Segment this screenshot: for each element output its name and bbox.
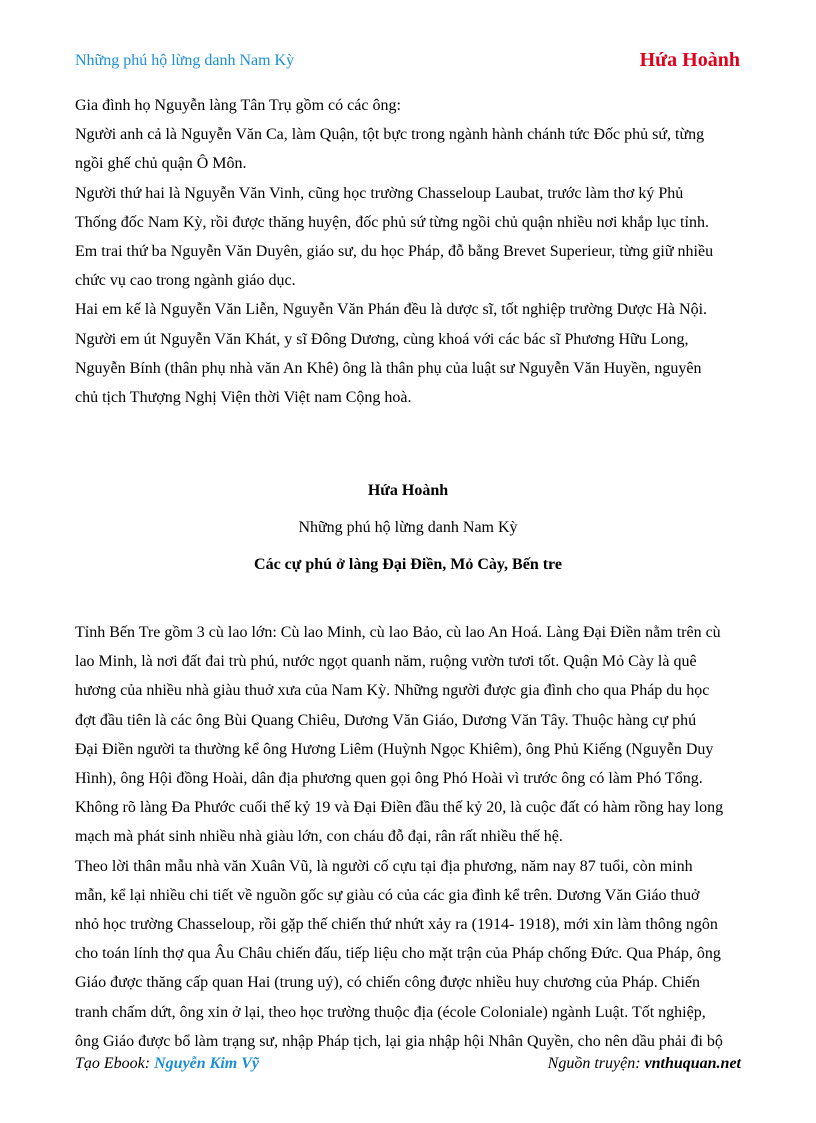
- footer-source-label: Nguồn truyện: [547, 1055, 636, 1072]
- footer-source-credit: [548, 1055, 741, 1073]
- text-line: Hình), ông Hội đồng Hoài, dân địa phương quen gọi ông Phó Hoài vì trước ông có làm Phó Tổng.: [75, 770, 703, 788]
- text-line: Hai em kế là Nguyễn Văn Liễn, Nguyễn Văn Phán đều là dược sĩ, tốt nghiệp trường Dược Hà Nội.: [75, 301, 708, 319]
- text-line: Người em út Nguyễn Văn Khát, y sĩ Đông Dương, cùng khoá với các bác sĩ Phương Hữu Long,: [75, 330, 689, 348]
- footer-source-site: vnthuquan.net: [644, 1055, 741, 1072]
- text-line: Nguyễn Bính (thân phụ nhà văn An Khê) ông là thân phụ của luật sư Nguyễn Văn Huyền, nguyên: [75, 359, 702, 377]
- top-text-block: [75, 91, 745, 412]
- text-line: Em trai thứ ba Nguyễn Văn Duyên, giáo sư, du học Pháp, đỗ bằng Brevet Superieur, từng giữ nhiều: [75, 243, 714, 261]
- text-line: chức vụ cao trong ngành giáo dục.: [75, 272, 296, 290]
- footer-ebook-name: Nguyễn Kim Vỹ: [154, 1055, 259, 1072]
- footer-source-sep: :: [635, 1055, 645, 1072]
- text-line: mẫn, kể lại nhiều chi tiết về nguồn gốc sự giàu có của các gia đình kể trên. Dương Văn Giáo thuở: [75, 886, 700, 904]
- text-line: Tỉnh Bến Tre gồm 3 cù lao lớn: Cù lao Minh, cù lao Bảo, cù lao An Hoá. Làng Đại Điền nằm trên cù: [75, 624, 721, 641]
- text-line: Giáo được thăng cấp quan Hai (trung uý), có chiến công được nhiều huy chương của Pháp. Chiến: [75, 974, 701, 992]
- text-line: Gia đình họ Nguyễn làng Tân Trụ gồm có các ông:: [75, 97, 401, 114]
- chapter-book-title: Những phú hộ lừng danh Nam Kỳ: [298, 519, 518, 536]
- text-line: ông Giáo được bổ làm trạng sư, nhập Pháp tịch, lại gia nhập hội Nhân Quyền, cho nên dầu phải đi bộ: [75, 1032, 723, 1050]
- text-line: Người anh cả là Nguyễn Văn Ca, làm Quận, tột bực trong ngành hành chánh tức Đốc phủ sứ, từng: [75, 126, 705, 144]
- chapter-author: Hứa Hoành: [367, 482, 449, 499]
- text-line: cho toán lính thợ qua Âu Châu chiến đấu, tiếp liệu cho mặt trận của Pháp chống Đức. Qua Pháp, ông: [75, 945, 721, 963]
- text-line: mạch mà phát sinh nhiều nhà giàu lớn, con cháu đỗ đại, rân rất nhiều thế hệ.: [75, 828, 563, 846]
- text-line: ngồi ghế chủ quận Ô Môn.: [75, 155, 247, 173]
- text-line: Thống đốc Nam Kỳ, rồi được thăng huyện, đốc phủ sứ từng ngồi chủ quận nhiều nơi khắp lục tỉnh.: [75, 213, 709, 231]
- header-author: Hứa Hoành: [639, 49, 740, 71]
- footer-ebook-sep: :: [144, 1055, 155, 1072]
- text-line: hương của nhiều nhà giàu thuở xưa của Nam Kỳ. Những người được gia đình cho qua Pháp du học: [75, 682, 710, 700]
- text-line: lao Minh, là nơi đất đai trù phú, nước ngọt quanh năm, ruộng vườn tươi tốt. Quận Mỏ Cày là quê: [75, 653, 697, 671]
- text-line: Người thứ hai là Nguyễn Văn Vinh, cũng học trường Chasseloup Laubat, trước làm thơ ký Phủ: [75, 184, 684, 202]
- footer-ebook-credit: [75, 1055, 259, 1073]
- text-line: Theo lời thân mẫu nhà văn Xuân Vũ, là người cố cựu tại địa phương, năm nay 87 tuổi, còn minh: [75, 857, 693, 875]
- text-line: chủ tịch Thượng Nghị Viện thời Việt nam Cộng hoà.: [75, 389, 412, 407]
- text-line: Đại Điền người ta thường kể ông Hương Liêm (Huỳnh Ngọc Khiêm), ông Phủ Kiếng (Nguyễn Duy: [75, 740, 714, 758]
- header-book-title: Những phú hộ lừng danh Nam Kỳ: [75, 52, 295, 69]
- bottom-text-block: [75, 618, 745, 1056]
- chapter-title: Các cự phú ở làng Đại Điền, Mỏ Cày, Bến tre: [254, 556, 562, 573]
- text-line: tranh chấm dứt, ông xin ở lại, theo học trường thuộc địa (école Coloniale) ngành Luật. Tốt nghiệp,: [75, 1003, 706, 1021]
- footer-ebook-label: Tạo Ebook: [75, 1055, 145, 1072]
- text-line: nhỏ học trường Chasseloup, rồi gặp thế chiến thứ nhứt xảy ra (1914- 1918), mới xin làm thông ngôn: [75, 916, 718, 934]
- text-line: đợt đầu tiên là các ông Bùi Quang Chiêu, Dương Văn Giáo, Dương Văn Tây. Thuộc hàng cự phú: [75, 711, 697, 729]
- text-line: Không rõ làng Đa Phước cuối thế kỷ 19 và Đại Điền đầu thế kỷ 20, là cuộc đất có hàm rồng hay long: [75, 799, 724, 817]
